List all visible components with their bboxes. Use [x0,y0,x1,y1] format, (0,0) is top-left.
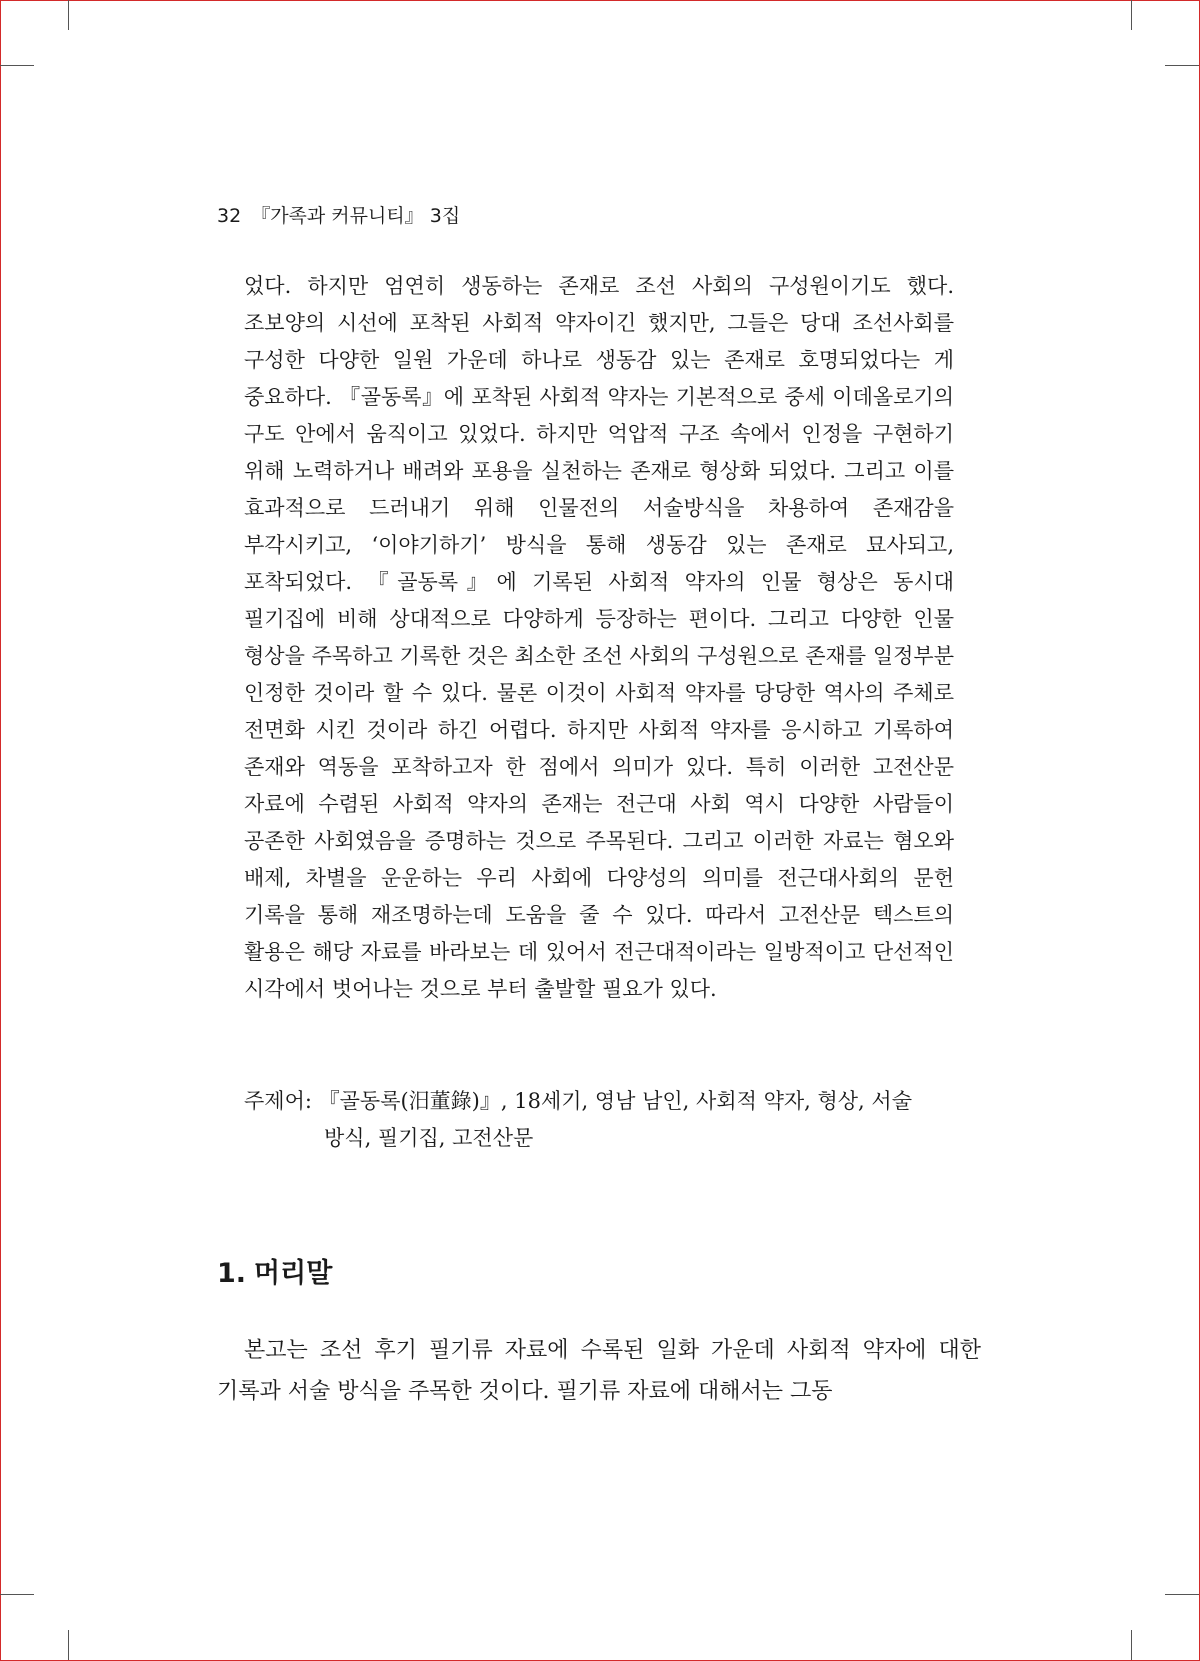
crop-mark [1131,0,1132,30]
abstract-text: 었다. 하지만 엄연히 생동하는 존재로 조선 사회의 구성원이기도 했다. 조보양의 시선에 포착된 사회적 약자이긴 했지만, 그들은 당대 조선사회를 구성한 다양한 일원 가운데 하나로 생동감 있는 존재로 호명되었다는 게 중요하다. 『골동록』에 포착된 사회적 약자는 기본적으로 중세 이데올로기의 구도 안에서 움직이고 있었다. 하지만 억압적 구조 속에서 인정을 구현하기 위해 노력하거나 배려와 포용을 실천하는 존재로 형상화 되었다. 그리고 이를 효과적으로 드러내기 위해 인물전의 서술방식을 차용하여 존재감을 부각시키고, ‘이야기하기’ 방식을 통해 생동감 있는 존재로 묘사되고, 포착되었다. 『골동록』에 기록된 사회적 약자의 인물 형상은 동시대 필기집에 비해 상대적으로 다양하게 등장하는 편이다. 그리고 다양한 인물 형상을 주목하고 기록한 것은 최소한 조선 사회의 구성원으로 존재를 일정부분 인정한 것이라 할 수 있다. 물론 이것이 사회적 약자를 당당한 역사의 주체로 전면화 시킨 것이라 하긴 어렵다. 하지만 사회적 약자를 응시하고 기록하여 존재와 역동을 포착하고자 한 점에서 의미가 있다. 특히 이러한 고전산문 자료에 수렴된 사회적 약자의 존재는 전근대 사회 역시 다양한 사람들이 공존한 사회였음을 증명하는 것으로 주목된다. 그리고 이러한 자료는 혐오와 배제, 차별을 운운하는 우리 사회에 다양성의 의미를 전근대사회의 문헌 기록을 통해 재조명하는데 도움을 줄 수 있다. 따라서 고전산문 텍스트의 활용은 해당 자료를 바라보는 데 있어서 전근대적이라는 일방적이고 단선적인 시각에서 벗어나는 것으로 부터 출발할 필요가 있다. [244,274,954,1001]
abstract [244,268,954,1008]
crop-mark [1131,1630,1132,1660]
keywords [244,1083,954,1157]
body-text [217,1330,981,1412]
keywords-label: 주제어: [244,1089,312,1113]
section-heading [217,1251,332,1290]
section-title: 머리말 [254,1258,333,1289]
crop-mark [68,0,69,30]
keywords-text: 『골동록(汨董錄)』, 18세기, 영남 남인, 사회적 약자, 형상, 서술 방식, 필기집, 고전산문 [318,1089,912,1150]
crop-mark [0,1594,34,1595]
crop-mark [0,65,34,66]
crop-mark [1165,65,1199,66]
running-header [217,201,460,228]
crop-mark [68,1630,69,1660]
body-paragraph: 본고는 조선 후기 필기류 자료에 수록된 일화 가운데 사회적 약자에 대한 기록과 서술 방식을 주목한 것이다. 필기류 자료에 대해서는 그동 [217,1338,981,1404]
page-number: 32 [217,205,242,227]
journal-title: 『가족과 커뮤니티』 3집 [251,205,461,227]
section-number: 1. [217,1258,247,1289]
crop-mark [1165,1594,1199,1595]
